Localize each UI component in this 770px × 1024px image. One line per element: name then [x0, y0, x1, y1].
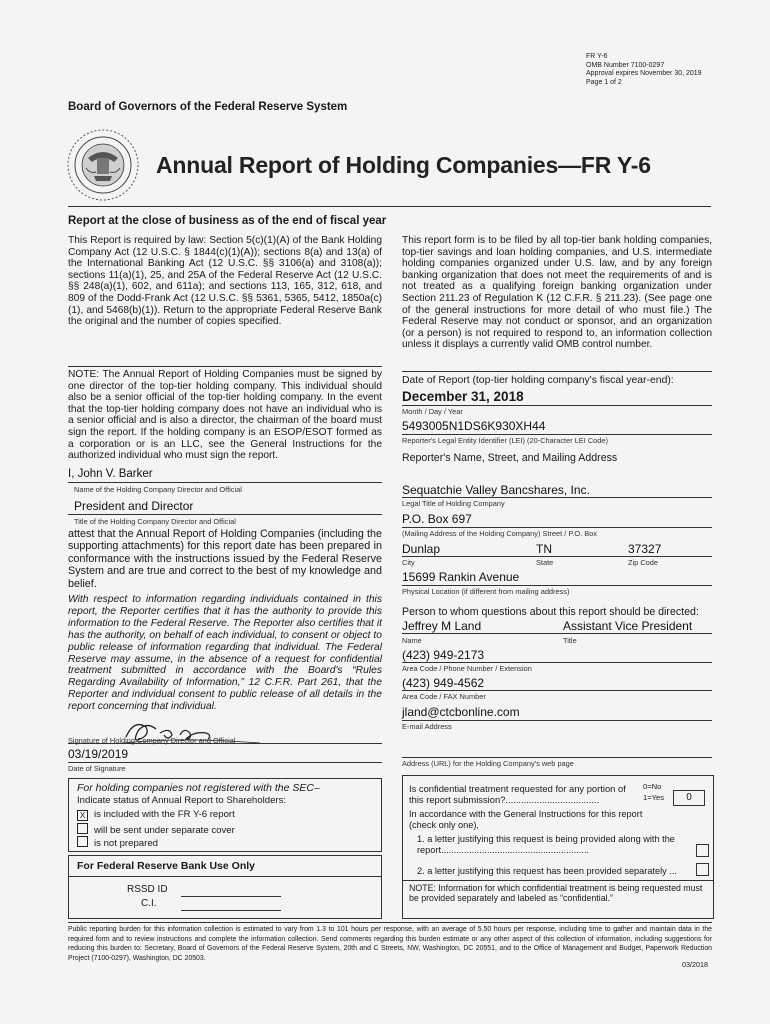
question-leader: .................................... — [505, 794, 600, 805]
signer-name-caption: Name of the Holding Company Director and Official — [74, 485, 242, 494]
confidential-instructions: In accordance with the General Instructions for this report (check only one), — [409, 809, 643, 830]
contact-title-caption: Title — [563, 636, 577, 645]
signature-caption: Signature of Holding Company Director and Official — [68, 736, 236, 745]
signer-note-text: NOTE: The Annual Report of Holding Companies must be signed by one director of the top-tier holding company. This individual should also be a senior official of the top-tier holding company. In the event that the top-tier holding company does not have an individual who is a senior official and is also a director, the chairman of the board must sign the report. If the holding company is an ESOP/ESOT formed as a corporation or is an LLC, see the General Instructions for the authorized individual who must sign the report. — [68, 369, 382, 462]
email-caption: E-mail Address — [402, 722, 452, 731]
omb-number: OMB Number 7100-0297 — [586, 61, 665, 69]
option-1-text: 1. a letter justifying this request is being provided along with the report — [417, 834, 675, 855]
report-date-field[interactable]: December 31, 2018 — [402, 389, 524, 404]
contact-name-caption: Name — [402, 636, 422, 645]
divider — [402, 757, 712, 758]
zip-field[interactable]: 37327 — [628, 542, 662, 556]
confidential-question-text: Is confidential treatment requested for any portion of this report submission? — [409, 783, 626, 805]
divider — [402, 527, 712, 528]
confidential-note: NOTE: Information for which confidential treatment is being requested must be provided separately and labeled as “confidential.” — [409, 883, 703, 904]
mailing-street-caption: (Mailing Address of the Holding Company) Street / P.O. Box — [402, 529, 597, 538]
divider — [68, 514, 382, 515]
mailing-street-field[interactable]: P.O. Box 697 — [402, 512, 472, 526]
status-option-label: is not prepared — [94, 838, 158, 849]
report-subtitle: Report at the close of business as of the end of fiscal year — [68, 215, 387, 227]
divider — [68, 482, 382, 483]
status-option[interactable] — [77, 809, 235, 821]
not-registered-subheading: Indicate status of Annual Report to Shareholders: — [77, 795, 287, 806]
confidential-treatment-box — [402, 775, 714, 919]
intro-right-text: This report form is to be filed by all top-tier bank holding companies, top-tier savings and loan holding companies, and U.S. intermediate holding companies organized under U.S. law, and by any foreign banking organization that does not meet the requirements of and is not treated as a qualifying foreign banking organization under Section 211.23 of Regulation K (12 C.F.R. § 211.23). (See page one of the general instructions for more detail of who must file.) The Federal Reserve may not conduct or sponsor, and an organization (or a person) is not required to respond to, an information collection unless it displays a currently valid OMB control number. — [402, 235, 712, 351]
page-number: Page 1 of 2 — [586, 78, 622, 86]
report-date-label: Date of Report (top-tier holding company's fiscal year-end): — [402, 375, 674, 386]
rssd-id-field[interactable] — [181, 896, 281, 897]
email-field[interactable]: jland@ctcbonline.com — [402, 705, 520, 719]
no-code-label: 0=No — [643, 782, 662, 791]
physical-location-caption: Physical Location (if different from mailing address) — [402, 587, 570, 596]
physical-location-field[interactable]: 15699 Rankin Avenue — [402, 570, 520, 584]
divider — [402, 720, 712, 721]
status-checkbox[interactable] — [77, 836, 88, 847]
form-id: FR Y-6 — [586, 53, 608, 60]
divider — [402, 585, 712, 586]
option-2-checkbox[interactable] — [696, 863, 709, 876]
footer-divider — [68, 922, 712, 923]
report-date-caption: Month / Day / Year — [402, 407, 463, 416]
contact-heading: Person to whom questions about this report should be directed: — [402, 606, 699, 618]
page-title: Annual Report of Holding Companies—FR Y-6 — [156, 152, 651, 178]
status-option[interactable] — [77, 823, 235, 836]
privacy-certification-text: With respect to information regarding individuals contained in this report, the Reporter certifies that it has the authority to provide this information to the Federal Reserve. The Reporter also certifies that it has the authority, on behalf of each individual, to consent or object to public release of information regarding that individual. The Federal Reserve may assume, in the absence of a request for confidential treatment submitted in accordance with the Board's “Rules Regarding Availability of Information,” 12 C.F.R. Part 261, that the Reporter and individual consent to public release of all details in the report concerning that individual. — [68, 594, 382, 713]
status-option[interactable] — [77, 836, 158, 849]
title-divider — [68, 206, 711, 207]
attestation-text: attest that the Annual Report of Holding Companies (including the supporting attachments) for this report date has been prepared in conformance with the instructions issued by the Federal Reserve System and are true and correct to the best of my knowledge and belief. — [68, 528, 382, 590]
divider — [402, 371, 712, 372]
signer-title-caption: Title of the Holding Company Director and Official — [74, 517, 236, 526]
status-checkbox[interactable]: X — [77, 810, 88, 821]
divider — [402, 690, 712, 691]
form-revision-date: 03/2018 — [682, 960, 708, 969]
web-address-field[interactable] — [402, 742, 712, 756]
status-checkbox[interactable] — [77, 823, 88, 834]
divider — [402, 662, 712, 663]
city-field[interactable]: Dunlap — [402, 542, 441, 556]
phone-field[interactable]: (423) 949-2173 — [402, 648, 485, 662]
divider — [68, 762, 382, 763]
fax-field[interactable]: (423) 949-4562 — [402, 676, 485, 690]
company-name-field[interactable]: Sequatchie Valley Bancshares, Inc. — [402, 483, 590, 497]
confidential-question — [409, 783, 639, 805]
confidential-option-1 — [417, 834, 687, 858]
signer-title-field[interactable]: President and Director — [74, 499, 194, 513]
divider — [402, 434, 712, 435]
option-2-text: 2. a letter justifying this request has been provided separately ... — [417, 866, 677, 876]
web-address-caption: Address (URL) for the Holding Company's web page — [402, 759, 574, 768]
ci-field[interactable] — [181, 910, 281, 911]
signature-date-caption: Date of Signature — [68, 764, 126, 773]
divider — [402, 497, 712, 498]
board-name: Board of Governors of the Federal Reserve System — [68, 101, 348, 113]
yes-code-label: 1=Yes — [643, 793, 665, 802]
form-header-info — [586, 53, 702, 87]
fax-caption: Area Code / FAX Number — [402, 692, 486, 701]
confidential-answer-input[interactable]: 0 — [673, 790, 705, 806]
company-name-caption: Legal Title of Holding Company — [402, 499, 505, 508]
ci-label: C.I. — [141, 898, 157, 909]
state-field[interactable]: TN — [536, 542, 552, 556]
burden-statement: Public reporting burden for this information collection is estimated to vary from 1.3 to 101 hours per response, with an average of 5.50 hours per response, including time to gather and maintain data in the required form and to review instructions and complete the information collection. Send comments regarding this burden estimate or any other aspect of this collection of information, including suggestions for reducing this burden to: Secretary, Board of Governors of the Federal Reserve System, 20th and C Streets, NW, Washington, DC 20551, and to the Office of Management and Budget, Paperwork Reduction Project (7100-0297), Washington, DC 20503. — [68, 926, 712, 962]
divider — [402, 556, 712, 557]
signer-name-field[interactable]: I, John V. Barker — [68, 468, 153, 480]
divider — [68, 366, 382, 367]
lei-field[interactable]: 5493005N1DS6K930XH44 — [402, 419, 546, 433]
lei-caption: Reporter's Legal Entity Identifier (LEI) (20-Character LEI Code) — [402, 436, 608, 445]
contact-name-field[interactable]: Jeffrey M Land — [402, 619, 482, 633]
divider — [402, 633, 712, 634]
not-registered-heading: For holding companies not registered with the SEC– — [77, 782, 320, 794]
status-option-label: is included with the FR Y-6 report — [94, 809, 235, 820]
status-option-label: will be sent under separate cover — [94, 825, 235, 836]
rssd-id-label: RSSD ID — [127, 884, 168, 895]
fed-use-only-box — [68, 855, 382, 919]
annual-report-status-box — [68, 778, 382, 852]
fed-use-heading: For Federal Reserve Bank Use Only — [77, 860, 255, 872]
option-1-leader: .......................................................... — [441, 845, 590, 855]
federal-reserve-seal-icon — [66, 128, 140, 202]
approval-expires: Approval expires November 30, 2019 — [586, 70, 702, 77]
intro-left-text: This Report is required by law: Section 5(c)(1)(A) of the Bank Holding Company Act (12 U.S.C. § 1844(c)(1)(A)); sections 8(a) and 13(a) of the International Banking Act (12 U.S.C. §§ 3106(a) and 3108(a)); sections 11(a)(1), 25, and 25A of the Federal Reserve Act (12 U.S.C. §§ 248(a)(1), 602, and 611a); and sections 113, 165, 312, 618, and 809 of the Dodd-Frank Act (12 U.S.C. §§ 5361, 5365, 5412, 1850a(c)(1), and 5468(b)(1)). Return to the appropriate Federal Reserve Bank the original and the number of copies specified. — [68, 235, 382, 328]
city-caption: City — [402, 558, 415, 567]
option-1-checkbox[interactable] — [696, 844, 709, 857]
confidential-codes — [643, 781, 664, 803]
phone-caption: Area Code / Phone Number / Extension — [402, 664, 532, 673]
divider — [402, 405, 712, 406]
zip-caption: Zip Code — [628, 558, 658, 567]
state-caption: State — [536, 558, 554, 567]
signature-date-field[interactable]: 03/19/2019 — [68, 747, 129, 761]
address-heading: Reporter's Name, Street, and Mailing Address — [402, 452, 618, 464]
contact-title-field[interactable]: Assistant Vice President — [563, 619, 693, 633]
